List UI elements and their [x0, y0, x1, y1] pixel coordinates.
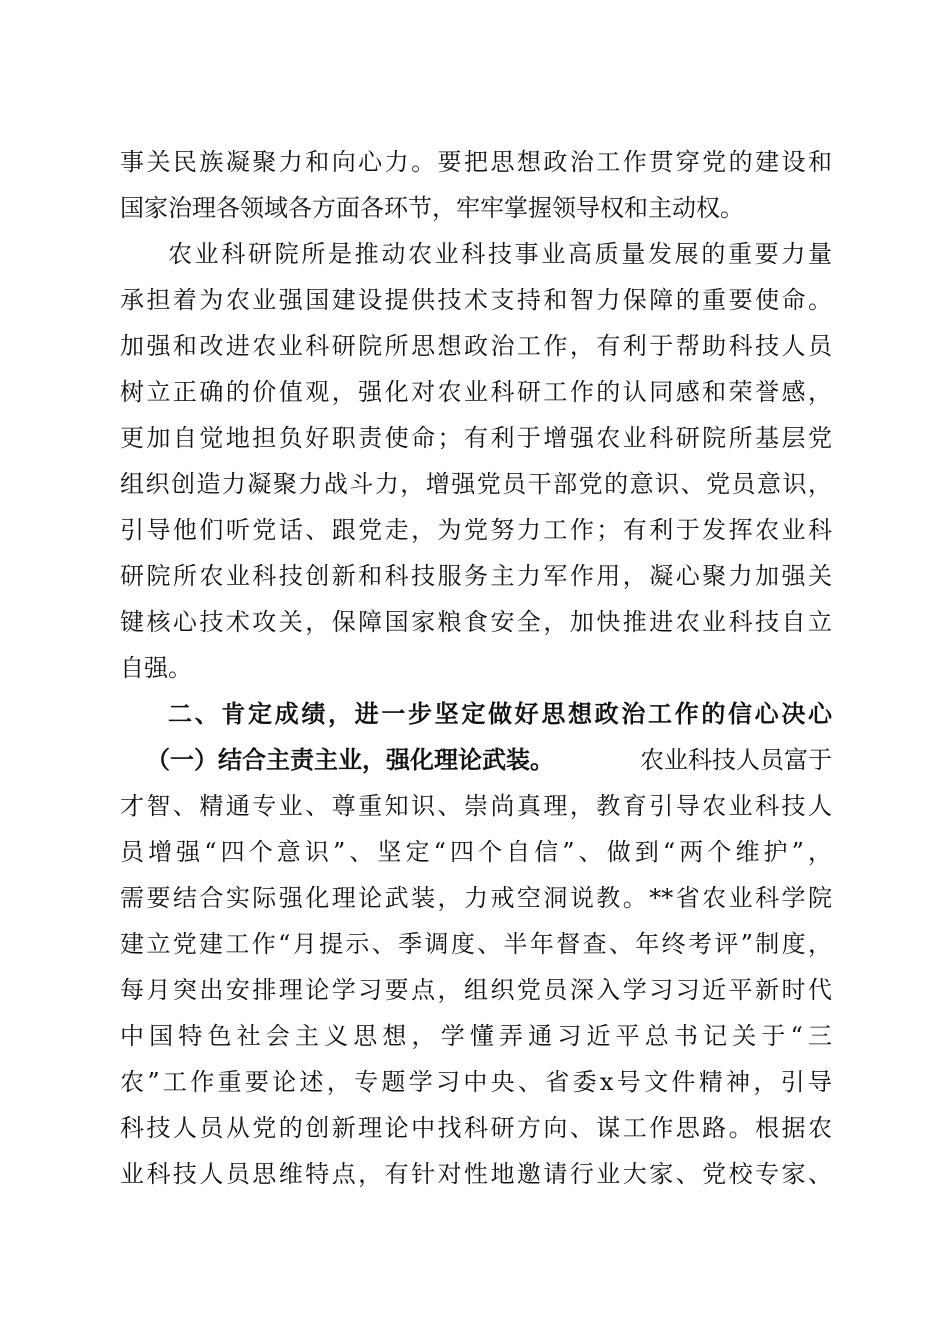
paragraph-line: 农”工作重要论述，专题学习中央、省委x号文件精神，引导 [120, 1068, 832, 1096]
paragraph-line: 建立党建工作“月提示、季调度、半年督查、年终考评”制度， [120, 930, 832, 958]
paragraph-line: 树立正确的价值观，强化对农业科研工作的认同感和荣誉感， [120, 378, 832, 406]
paragraph-line: 农业科研院所是推动农业科技事业高质量发展的重要力量 [168, 240, 832, 268]
paragraph-line: 加强和改进农业科研院所思想政治工作，有利于帮助科技人员 [120, 332, 832, 360]
paragraph-line: 引导他们听党话、跟党走，为党努力工作；有利于发挥农业科 [120, 516, 832, 544]
paragraph-line: 研院所农业科技创新和科技服务主力军作用，凝心聚力加强关 [120, 562, 832, 590]
paragraph-line: 员增强“四个意识”、坚定“四个自信”、做到“两个维护”， [120, 838, 832, 866]
paragraph-line: 中国特色社会主义思想，学懂弄通习近平总书记关于“三 [120, 1022, 832, 1050]
subsection-first-line [146, 737, 832, 783]
paragraph-line: 业科技人员思维特点，有针对性地邀请行业大家、党校专家、 [120, 1160, 832, 1188]
subsection-first-line-rest: 农业科技人员富于 [640, 746, 832, 774]
subsection-title: （一）结合主责主业，强化理论武装。 [146, 746, 554, 774]
paragraph-line: 事关民族凝聚力和向心力。要把思想政治工作贯穿党的建设和 [120, 148, 832, 176]
paragraph-line: 需要结合实际强化理论武装，力戒空洞说教。**省农业科学院 [120, 884, 832, 912]
section-heading: 二、肯定成绩，进一步坚定做好思想政治工作的信心决心 [168, 700, 832, 728]
paragraph-line: 才智、精通专业、尊重知识、崇尚真理，教育引导农业科技人 [120, 792, 832, 820]
paragraph-line: 科技人员从党的创新理论中找科研方向、谋工作思路。根据农 [120, 1114, 832, 1142]
paragraph-line: 承担着为农业强国建设提供技术支持和智力保障的重要使命。 [120, 286, 832, 314]
paragraph-line: 国家治理各领域各方面各环节，牢牢掌握领导权和主动权。 [120, 194, 744, 222]
paragraph-line: 更加自觉地担负好职责使命；有利于增强农业科研院所基层党 [120, 424, 832, 452]
paragraph-line: 自强。 [120, 654, 192, 682]
paragraph-line: 键核心技术攻关，保障国家粮食安全，加快推进农业科技自立 [120, 608, 832, 636]
paragraph-line: 每月突出安排理论学习要点，组织党员深入学习习近平新时代 [120, 976, 832, 1004]
paragraph-line: 组织创造力凝聚力战斗力，增强党员干部党的意识、党员意识， [120, 470, 832, 498]
